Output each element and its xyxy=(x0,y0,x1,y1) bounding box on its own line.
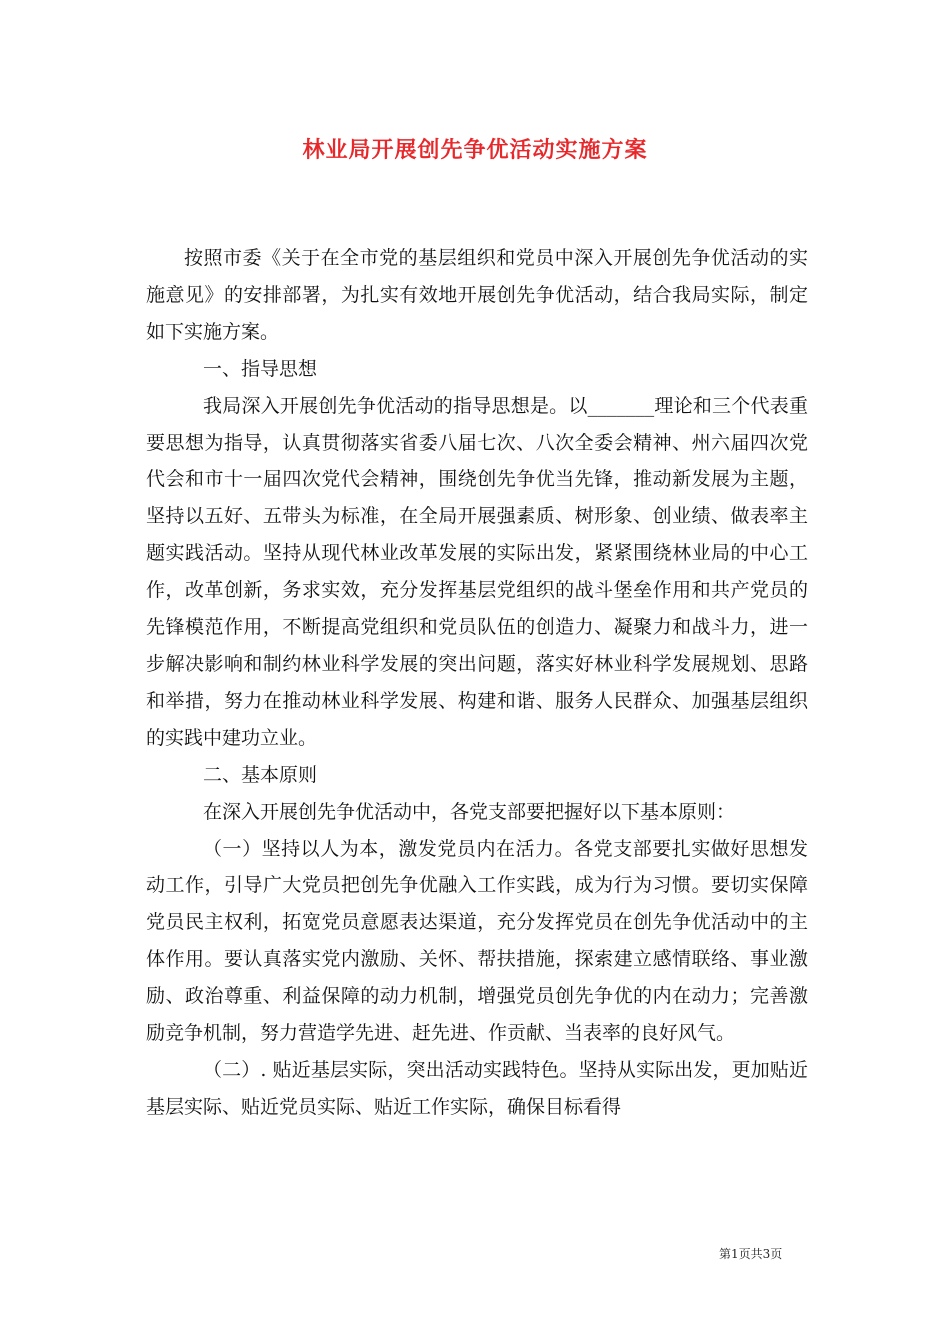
section-heading-basic-principles: 二、基本原则 xyxy=(203,763,318,786)
basic-principles-intro: 在深入开展创先争优活动中，各党支部要把握好以下基本原则： xyxy=(203,800,736,823)
document-body xyxy=(146,240,808,1126)
principle-one-paragraph: （一）坚持以人为本，激发党员内在活力。各党支部要扎实做好思想发动工作，引导广大党员把创先争优融入工作实践，成为行为习惯。要切实保障党员民主权利，拓宽党员意愿表达渠道，充分发挥党员在创先争优活动中的主体作用。要认真落实党内激励、关怀、帮扶措施，探索建立感情联络、事业激励、政治尊重、利益保障的动力机制，增强党员创先争优的内在动力；完善激励竞争机制，努力营造学先进、赶先进、作贡献、当表率的良好风气。 xyxy=(146,837,808,1045)
guiding-ideology-paragraph: 我局深入开展创先争优活动的指导思想是。以_______理论和三个代表重要思想为指导，认真贯彻落实省委八届七次、八次全委会精神、州六届四次党代会和市十一届四次党代会精神，围绕创先争优当先锋，推动新发展为主题，坚持以五好、五带头为标准，在全局开展强素质、树形象、创业绩、做表率主题实践活动。坚持从现代林业改革发展的实际出发，紧紧围绕林业局的中心工作，改革创新，务求实效，充分发挥基层党组织的战斗堡垒作用和共产党员的先锋模范作用，不断提高党组织和党员队伍的创造力、凝聚力和战斗力，进一步解决影响和制约林业科学发展的突出问题，落实好林业科学发展规划、思路和举措，努力在推动林业科学发展、构建和谐、服务人民群众、加强基层组织的实践中建功立业。 xyxy=(146,394,808,749)
document-title: 林业局开展创先争优活动实施方案 xyxy=(302,137,648,163)
intro-paragraph: 按照市委《关于在全市党的基层组织和党员中深入开展创先争优活动的实施意见》的安排部署，为扎实有效地开展创先争优活动，结合我局实际，制定如下实施方案。 xyxy=(146,247,808,343)
page-number-footer: 第1页共3页 xyxy=(719,1247,783,1261)
principle-two-paragraph: （二）. 贴近基层实际，突出活动实践特色。坚持从实际出发，更加贴近基层实际、贴近党员实际、贴近工作实际，确保目标看得 xyxy=(146,1058,808,1118)
section-heading-guiding-ideology: 一、指导思想 xyxy=(203,357,318,380)
